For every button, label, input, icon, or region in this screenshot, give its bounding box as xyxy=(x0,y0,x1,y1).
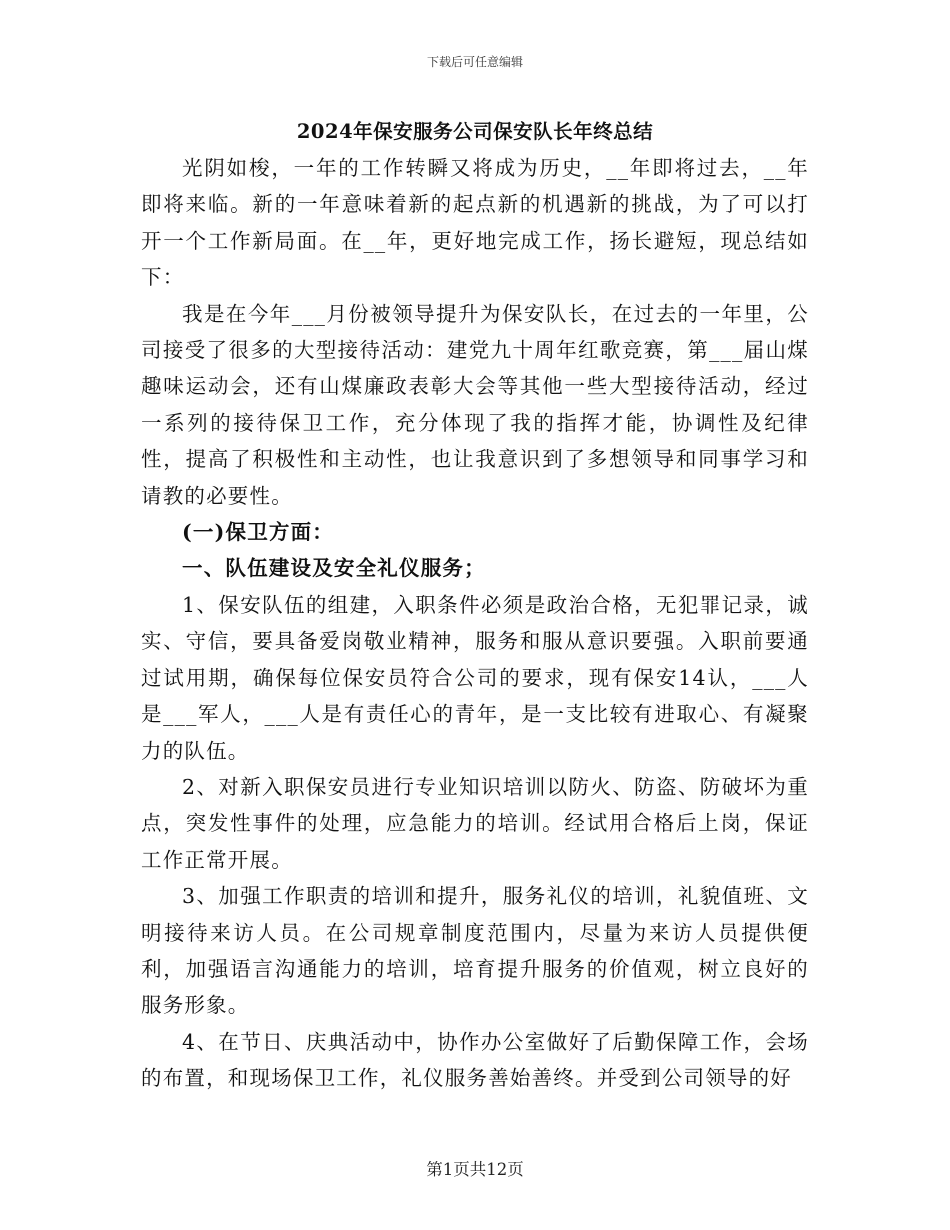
paragraph-item-3: 3、加强工作职责的培训和提升，服务礼仪的培训，礼貌值班、文明接待来访人员。在公司规章制度范围内，尽量为来访人员提供便利，加强语言沟通能力的培训，培育提升服务的价值观，树立良好的服务形象。 xyxy=(141,884,809,1018)
paragraph-item-4: 4、在节日、庆典活动中，协作办公室做好了后勤保障工作，会场的布置，和现场保卫工作，礼仪服务善始善终。并受到公司领导的好 xyxy=(141,1029,809,1091)
subsection-heading-team: 一、队伍建设及安全礼仪服务； xyxy=(182,556,486,581)
page-number: 第1页共12页 xyxy=(426,1160,524,1179)
document-body xyxy=(141,150,809,1097)
section-heading-security: (一)保卫方面： xyxy=(182,520,334,545)
paragraph-intro: 光阴如梭，一年的工作转瞬又将成为历史，__年即将过去，__年即将来临。新的一年意味着新的起点新的机遇新的挑战，为了可以打开一个工作新局面。在__年，更好地完成工作，扬长避短，现总结如下： xyxy=(141,156,809,290)
paragraph-item-2: 2、对新入职保安员进行专业知识培训以防火、防盗、防破坏为重点，突发性事件的处理，应急能力的培训。经试用合格后上岗，保证工作正常开展。 xyxy=(141,774,809,872)
header-note: 下载后可任意编辑 xyxy=(426,55,523,69)
paragraph-item-1: 1、保安队伍的组建，入职条件必须是政治合格，无犯罪记录，诚实、守信，要具备爱岗敬业精神，服务和服从意识要强。入职前要通过试用期，确保每位保安员符合公司的要求，现有保安14认，___人是___军人，___人是有责任心的青年，是一支比较有进取心、有凝聚力的队伍。 xyxy=(141,592,809,763)
document-title: 2024年保安服务公司保安队长年终总结 xyxy=(296,120,654,143)
paragraph-promotion: 我是在今年___月份被领导提升为保安队长，在过去的一年里，公司接受了很多的大型接待活动：建党九十周年红歌竞赛，第___届山煤趣味运动会，还有山煤廉政表彰大会等其他一些大型接待活动，经过一系列的接待保卫工作，充分体现了我的指挥才能，协调性及纪律性，提高了积极性和主动性，也让我意识到了多想领导和同事学习和请教的必要性。 xyxy=(141,301,809,508)
